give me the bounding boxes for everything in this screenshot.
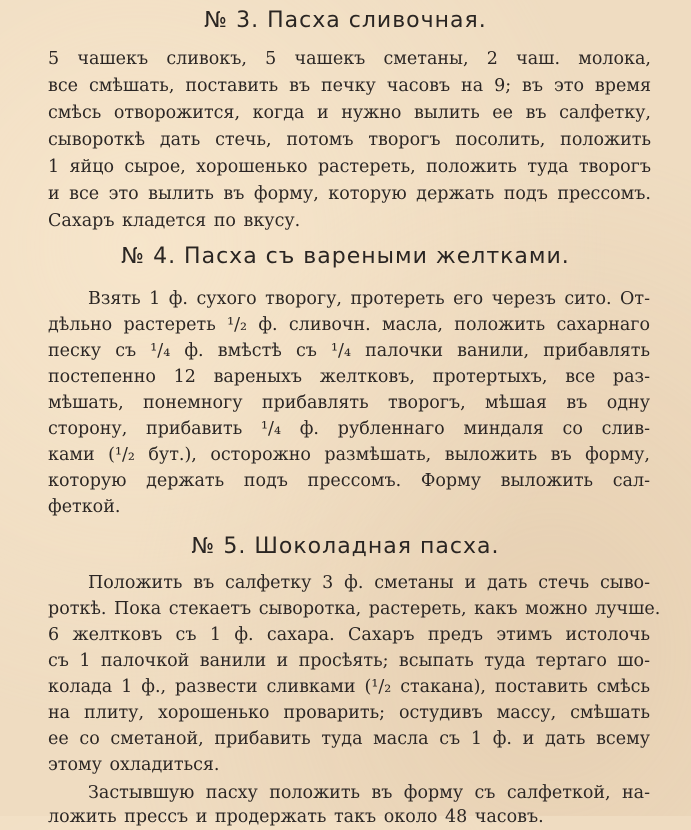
text-line: Взять 1 ф. сухого творогу, протереть его черезъ сито. От-: [88, 289, 650, 309]
text-line: ее со сметаной, прибавить туда масла съ 1 ф. и дать всему: [48, 729, 650, 749]
text-line: смѣсь отворожится, когда и нужно вылить ее въ салфетку,: [48, 103, 651, 123]
text-line: которую держать подъ прессомъ. Форму выложить сал-: [48, 471, 650, 491]
text-line: на плиту, хорошенько проварить; остудивъ массу, смѣшать: [48, 703, 650, 723]
text-line: постепенно 12 вареныхъ желтковъ, протертыхъ, все раз-: [48, 367, 650, 387]
text-line: мѣшать, понемногу прибавлять творогъ, мѣшая въ одну: [48, 393, 650, 413]
text-line: феткой.: [48, 497, 121, 517]
text-line: 5 чашекъ сливокъ, 5 чашекъ сметаны, 2 чаш. молока,: [48, 49, 651, 69]
text-line: этому охладиться.: [48, 755, 220, 775]
text-line: Положить въ салфетку 3 ф. сметаны и дать стечь сыво-: [88, 573, 650, 593]
text-line: дѣльно растереть ¹/₂ ф. сливочн. масла, положить сахарнаго: [48, 315, 650, 335]
text-line: песку съ ¹/₄ ф. вмѣстѣ съ ¹/₄ палочки ванили, прибавлять: [48, 341, 650, 361]
text-line: все смѣшать, поставить въ печку часовъ на 9; въ это время: [48, 76, 651, 96]
recipe-title-3: № 3. Пасха сливочная.: [204, 8, 487, 33]
text-line: сторону, прибавить ¹/₄ ф. рубленнаго миндаля со слив-: [48, 419, 650, 439]
text-line: и все это вылить въ форму, которую держать подъ прессомъ.: [48, 184, 651, 204]
text-line: колада 1 ф., развести сливками (¹/₂ стакана), поставить смѣсь: [48, 677, 650, 697]
recipe-title-5: № 5. Шоколадная пасха.: [191, 534, 500, 559]
text-line: съ 1 палочкой ванили и просѣять; всыпать туда тертаго шо-: [48, 651, 650, 671]
text-line: ложить прессъ и продержать такъ около 48 часовъ.: [48, 807, 544, 827]
text-line: 1 яйцо сырое, хорошенько растереть, положить туда творогъ: [48, 157, 651, 177]
text-line: ками (¹/₂ бут.), осторожно размѣшать, выложить въ форму,: [48, 445, 650, 465]
text-line: Застывшую пасху положить въ форму съ салфеткой, на-: [88, 783, 650, 803]
text-line: сывороткѣ дать стечь, потомъ творогъ посолить, положить: [48, 130, 651, 150]
text-line: Сахаръ кладется по вкусу.: [48, 211, 301, 231]
recipe-title-4: № 4. Пасха съ вареными желтками.: [121, 244, 570, 269]
text-line: роткѣ. Пока стекаетъ сыворотка, растереть, какъ можно лучше.: [48, 599, 661, 619]
text-line: 6 желтковъ съ 1 ф. сахара. Сахаръ предъ этимъ истолочь: [48, 625, 650, 645]
